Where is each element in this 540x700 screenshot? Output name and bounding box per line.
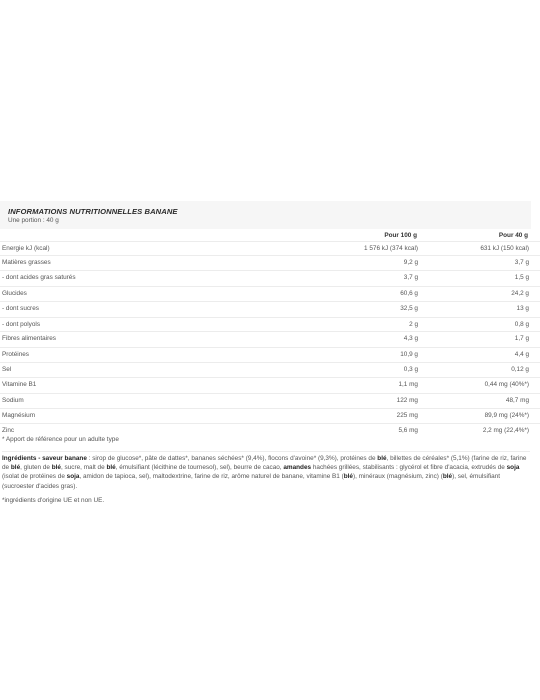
table-row [0,331,540,347]
nutrient-name: Magnésium [2,412,36,419]
ingredients-part: : sirop de glucose*, pâte de dattes*, bananes séchées* (9,4%), flocons d'avoine* (9,3%), protéines de [86,455,378,462]
column-header-per-40g: Pour 40 g [498,232,528,239]
nutrient-name: Zinc [2,427,15,434]
origin-note: *ingrédients d'origine UE et non UE. [2,497,105,504]
value-per-100g: 4,3 g [403,335,418,342]
ingredients-part: ), minéraux (magnésium, zinc) ( [352,473,443,481]
ingredients-part: , émulsifiant (lécithine de tournesol), sel), beurre de cacao, [115,464,284,472]
nutrient-name: Fibres alimentaires [2,335,56,342]
nutrient-name: Glucides [2,290,27,297]
ingredients-part: ), sel, émulsifiant (sucroester d'acides gras). [2,473,501,490]
value-per-100g: 1 576 kJ (374 kcal) [364,245,418,252]
value-per-100g: 10,9 g [400,351,418,358]
reference-footnote: * Apport de référence pour un adulte type [2,436,119,443]
ingredients-part: , amidon de tapioca, sel), maltodextrine, farine de riz, arôme naturel de banane, vitamine B1 ( [79,473,344,481]
table-row [0,408,540,424]
value-per-40g: 1,5 g [514,274,529,281]
value-per-40g: 89,9 mg (24%*) [484,412,529,419]
value-per-100g: 3,7 g [403,274,418,281]
ingredients-part: hachées grillées, stabilisants : glycérol et fibre d'acacia, extrudés de [311,464,507,472]
allergen: soja [506,464,520,472]
value-per-40g: 48,7 mg [505,397,529,404]
table-row [0,270,540,286]
nutrient-name: - dont polyols [2,321,41,328]
value-per-40g: 0,8 g [514,321,529,328]
value-per-100g: 122 mg [396,397,418,404]
allergen: blé [343,473,353,481]
column-header-per-100g: Pour 100 g [384,232,417,239]
nutrient-name: - dont acides gras saturés [2,274,76,281]
value-per-40g: 0,12 g [511,366,529,373]
value-per-40g: 1,7 g [514,335,529,342]
allergen: blé [106,464,116,472]
value-per-40g: 4,4 g [514,351,529,358]
value-per-40g: 3,7 g [514,259,529,266]
ingredients-part: , billettes de céréales* (5,1%) (farine de riz, farine de [2,455,527,472]
allergen: blé [442,473,453,481]
value-per-40g: 13 g [516,305,529,312]
nutrient-name: Sodium [2,397,24,404]
nutrient-name: Protéines [2,351,29,358]
value-per-100g: 32,5 g [400,305,418,312]
value-per-40g: 24,2 g [511,290,529,297]
ingredients-part: (isolat de protéines de [2,473,67,481]
nutrition-panel-header [0,201,531,229]
ingredients-label: Ingrédients - saveur banane [2,455,87,462]
table-row [0,347,540,363]
nutrient-name: Sel [2,366,12,373]
panel-title: INFORMATIONS NUTRITIONNELLES BANANE [8,207,178,216]
value-per-40g: 631 kJ (150 kcal) [480,245,529,252]
table-row [0,377,540,393]
nutrient-name: - dont sucres [2,305,39,312]
value-per-40g: 2,2 mg (22,4%*) [482,427,529,434]
ingredients-part: , sucre, malt de [60,464,107,472]
value-per-100g: 225 mg [396,412,418,419]
nutrient-name: Vitamine B1 [2,381,37,388]
table-row [0,286,540,302]
value-per-100g: 0,3 g [403,366,418,373]
ingredients-text [2,451,530,491]
nutrient-name: Matières grasses [2,259,51,266]
value-per-100g: 1,1 mg [398,381,418,388]
ingredients-part: , gluten de [20,464,52,472]
value-per-100g: 2 g [409,321,418,328]
table-row [0,393,540,409]
value-per-100g: 5,6 mg [398,427,418,434]
allergen: blé [377,455,387,462]
allergen: soja [66,473,80,481]
nutrient-name: Energie kJ (kcal) [2,245,50,252]
allergen: blé [10,464,21,472]
allergen: amandes [283,464,312,472]
table-row [0,255,540,271]
value-per-100g: 60,6 g [400,290,418,297]
portion-size: Une portion : 40 g [8,217,59,224]
table-row [0,362,540,378]
table-row [0,301,540,317]
value-per-100g: 9,2 g [403,259,418,266]
value-per-40g: 0,44 mg (40%*) [484,381,529,388]
allergen: blé [51,464,61,472]
